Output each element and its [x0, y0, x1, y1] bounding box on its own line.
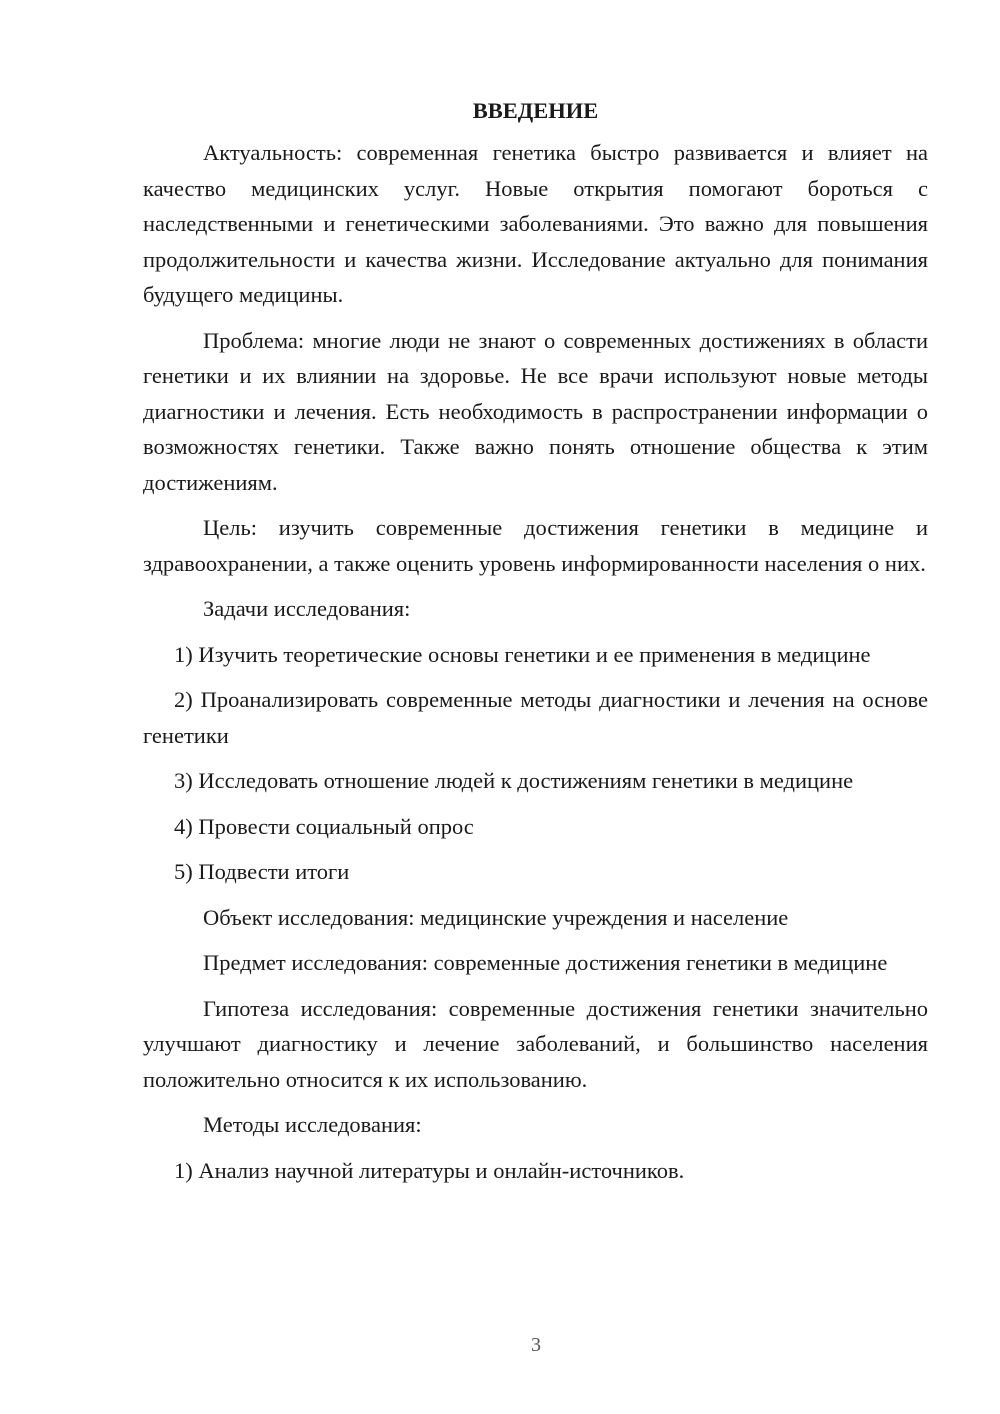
page-number: 3 — [531, 1334, 541, 1356]
tasks-heading: Задачи исследования: — [203, 596, 411, 621]
hypothesis-paragraph: Гипотеза исследования: современные достижения генетики значительно улучшают диагностику и лечение заболеваний, и большинство населения положительно относится к их использованию. — [143, 995, 928, 1092]
object-paragraph: Объект исследования: медицинские учреждения и население — [203, 904, 789, 930]
section-heading: ВВЕДЕНИЕ — [472, 98, 599, 123]
methods-heading: Методы исследования: — [203, 1112, 422, 1137]
task-item-3: 3) Исследовать отношение людей к достижениям генетики в медицине — [174, 768, 854, 793]
task-item-5: 5) Подвести итоги — [174, 859, 350, 884]
method-item-1: 1) Анализ научной литературы и онлайн-источников. — [174, 1157, 685, 1183]
subject-paragraph: Предмет исследования: современные достижения генетики в медицине — [203, 950, 888, 975]
goal-paragraph: Цель: изучить современные достижения генетики в медицине и здравоохранении, а также оценить уровень информированности населения о них. — [143, 515, 928, 576]
page-content — [143, 96, 928, 1198]
problem-paragraph: Проблема: многие люди не знают о современных достижениях в области генетики и их влиянии на здоровье. Не все врачи используют новые методы диагностики и лечения. Есть необходимость в распространении информации о возможностях генетики. Также важно понять отношение общества к этим достижениям. — [143, 327, 928, 495]
relevance-paragraph: Актуальность: современная генетика быстро развивается и влияет на качество медицинских услуг. Новые открытия помогают бороться с наследственными и генетическими заболеваниями. Это важно для повышения продолжительности и качества жизни. Исследование актуально для понимания будущего медицины. — [143, 140, 928, 307]
task-item-4: 4) Провести социальный опрос — [174, 813, 474, 839]
task-item-2: 2) Проанализировать современные методы диагностики и лечения на основе генетики — [143, 687, 928, 748]
task-item-1: 1) Изучить теоретические основы генетики и ее применения в медицине — [174, 641, 871, 667]
